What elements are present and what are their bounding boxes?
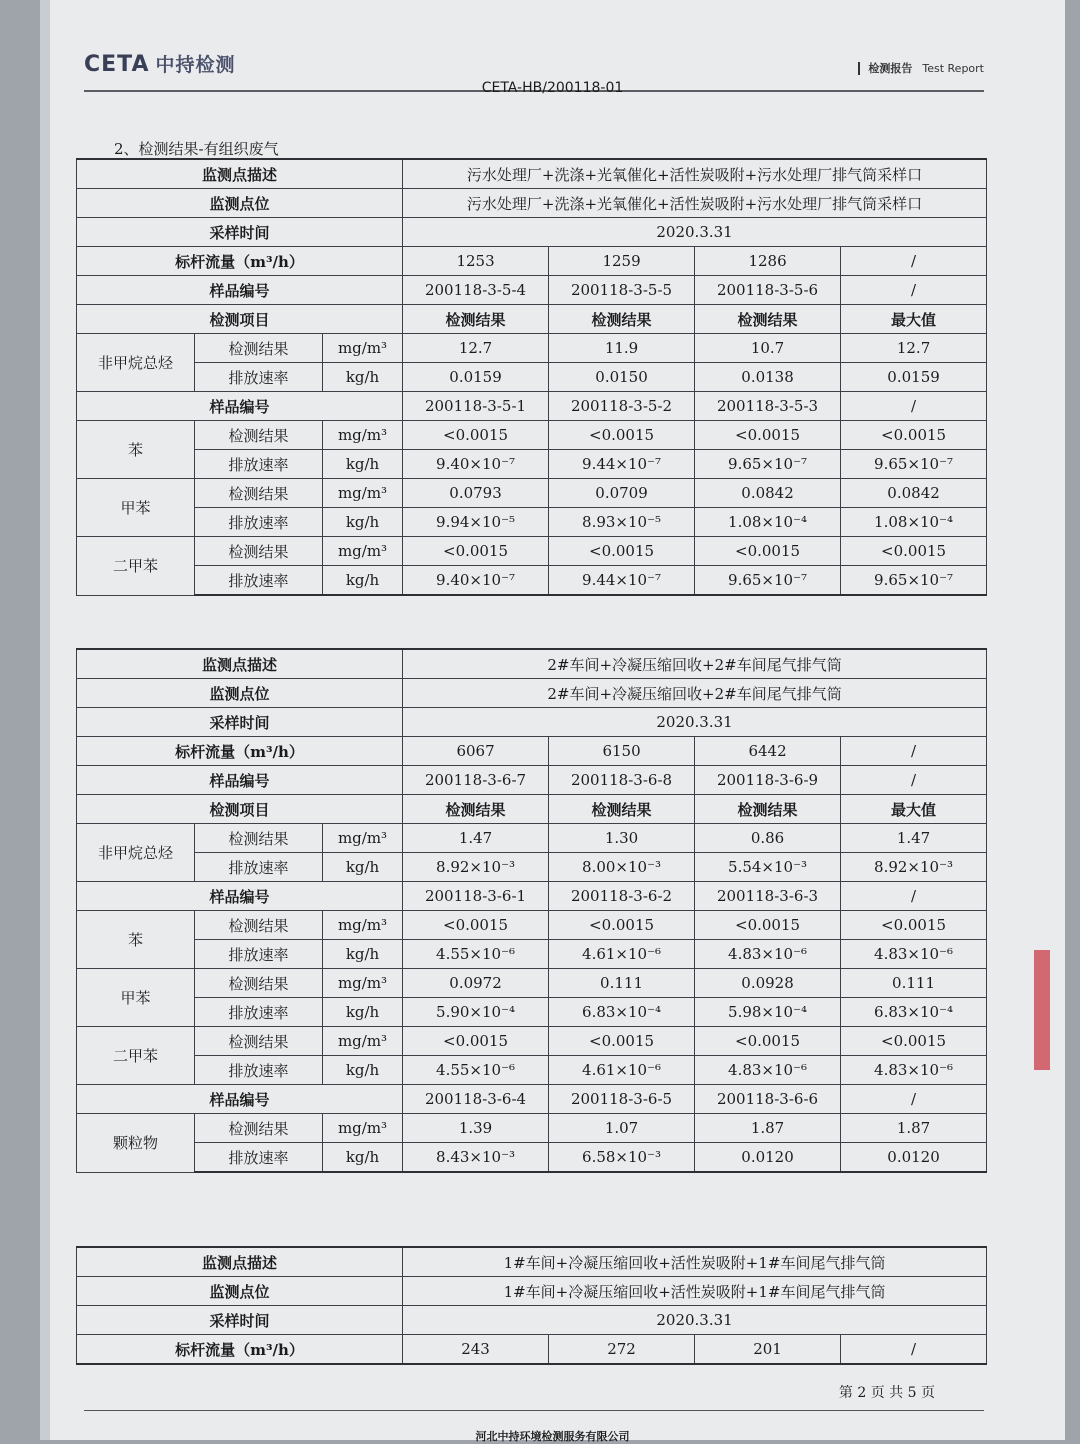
table-cell: 非甲烷总烃 [77, 334, 195, 392]
table-cell: 样品编号 [77, 276, 403, 305]
table-cell: 样品编号 [77, 1085, 403, 1114]
table-row [77, 766, 987, 795]
report-page [40, 0, 1065, 1443]
table-cell: 9.44×10⁻⁷ [549, 566, 695, 596]
table-cell: 200118-3-6-5 [549, 1085, 695, 1114]
table-cell: 1.47 [841, 824, 987, 853]
report-number: CETA-HB/200118-01 [481, 80, 624, 96]
table-cell: 0.0159 [403, 363, 549, 392]
table-cell: mg/m³ [323, 537, 403, 566]
table-row [77, 276, 987, 305]
company-logo: CETA 中持检测 [84, 52, 236, 77]
table-cell: 监测点位 [77, 1277, 403, 1306]
table-cell: kg/h [323, 998, 403, 1027]
table-cell: 排放速率 [195, 1143, 323, 1173]
table-row [77, 508, 987, 537]
table-cell: 200118-3-5-4 [403, 276, 549, 305]
table-cell: 200118-3-6-9 [695, 766, 841, 795]
table-cell: <0.0015 [841, 911, 987, 940]
table-cell: 6.83×10⁻⁴ [841, 998, 987, 1027]
table-row [77, 392, 987, 421]
table-cell: 排放速率 [195, 1056, 323, 1085]
table-row [77, 566, 987, 596]
table-cell: 1.47 [403, 824, 549, 853]
table-cell: 甲苯 [77, 479, 195, 537]
monitor-pos: 2#车间+冷凝压缩回收+2#车间尾气排气筒 [403, 679, 987, 708]
table-cell: kg/h [323, 508, 403, 537]
table-cell: 检测结果 [195, 334, 323, 363]
table-cell: <0.0015 [403, 537, 549, 566]
table-cell: 8.92×10⁻³ [841, 853, 987, 882]
table-row [77, 247, 987, 276]
table-cell: <0.0015 [403, 911, 549, 940]
table-cell: 5.98×10⁻⁴ [695, 998, 841, 1027]
table-row [77, 853, 987, 882]
table-cell: <0.0015 [403, 421, 549, 450]
monitor-desc: 2#车间+冷凝压缩回收+2#车间尾气排气筒 [403, 649, 987, 679]
table-cell: kg/h [323, 363, 403, 392]
table-cell: 标杆流量（m³/h） [77, 247, 403, 276]
table-cell: <0.0015 [841, 421, 987, 450]
table-cell: 0.0138 [695, 363, 841, 392]
table-cell: 监测点描述 [77, 159, 403, 189]
table-cell: 12.7 [403, 334, 549, 363]
results-table-1 [76, 158, 987, 596]
table-row [77, 450, 987, 479]
table-cell: 8.92×10⁻³ [403, 853, 549, 882]
table-cell: 9.65×10⁻⁷ [841, 566, 987, 596]
table-cell: 4.83×10⁻⁶ [841, 1056, 987, 1085]
table-cell: 200118-3-5-1 [403, 392, 549, 421]
page-fold [40, 0, 50, 1440]
table-cell: 0.111 [841, 969, 987, 998]
table-cell: 1.87 [695, 1114, 841, 1143]
table-cell: 8.93×10⁻⁵ [549, 508, 695, 537]
table-cell: 4.61×10⁻⁶ [549, 940, 695, 969]
red-seal-stamp [1034, 950, 1050, 1070]
table-cell: 非甲烷总烃 [77, 824, 195, 882]
table-cell: 0.86 [695, 824, 841, 853]
table-cell: 检测项目 [77, 305, 403, 334]
table-cell: 200118-3-6-1 [403, 882, 549, 911]
section-title: 2、检测结果-有组织废气 [114, 140, 279, 158]
table-cell: 苯 [77, 421, 195, 479]
table-cell: 0.0842 [695, 479, 841, 508]
table-cell: 200118-3-6-3 [695, 882, 841, 911]
table-cell: 11.9 [549, 334, 695, 363]
table-cell: 200118-3-6-4 [403, 1085, 549, 1114]
table-cell: 5.90×10⁻⁴ [403, 998, 549, 1027]
table-cell: 检测结果 [195, 537, 323, 566]
table-cell: kg/h [323, 940, 403, 969]
table-cell: <0.0015 [841, 537, 987, 566]
table-cell: 监测点位 [77, 679, 403, 708]
table-row [77, 882, 987, 911]
table-cell: 标杆流量（m³/h） [77, 1335, 403, 1365]
table-cell: 9.44×10⁻⁷ [549, 450, 695, 479]
table-row [77, 940, 987, 969]
sample-time: 2020.3.31 [403, 1306, 987, 1335]
table-cell: 0.0842 [841, 479, 987, 508]
table-cell: 监测点位 [77, 189, 403, 218]
monitor-pos: 污水处理厂+洗涤+光氧催化+活性炭吸附+污水处理厂排气筒采样口 [403, 189, 987, 218]
company-name: 河北中持环境检测服务有限公司 [475, 1430, 630, 1443]
table-row [77, 1056, 987, 1085]
table-cell: 200118-3-5-2 [549, 392, 695, 421]
table-cell: 最大值 [841, 305, 987, 334]
table-cell: / [841, 766, 987, 795]
table-cell: <0.0015 [549, 537, 695, 566]
table-cell: mg/m³ [323, 479, 403, 508]
table-cell: 检测结果 [195, 1114, 323, 1143]
table-cell: 检测结果 [695, 795, 841, 824]
table-row [77, 479, 987, 508]
table-cell: 1286 [695, 247, 841, 276]
table-cell: 10.7 [695, 334, 841, 363]
table-cell: 6067 [403, 737, 549, 766]
table-row [77, 218, 987, 247]
table-cell: 6.58×10⁻³ [549, 1143, 695, 1173]
table-row [77, 189, 987, 218]
table-cell: 0.0159 [841, 363, 987, 392]
table-cell: 检测结果 [195, 479, 323, 508]
table-cell: 0.0120 [695, 1143, 841, 1173]
table-cell: mg/m³ [323, 334, 403, 363]
table-cell: 9.94×10⁻⁵ [403, 508, 549, 537]
table-cell: 1.08×10⁻⁴ [841, 508, 987, 537]
table-cell: 最大值 [841, 795, 987, 824]
page-number: 第 2 页 共 5 页 [838, 1385, 935, 1401]
table-cell: mg/m³ [323, 1027, 403, 1056]
table-row [77, 1306, 987, 1335]
table-cell: / [841, 247, 987, 276]
table-row [77, 998, 987, 1027]
table-cell: mg/m³ [323, 1114, 403, 1143]
table-cell: / [841, 276, 987, 305]
table-cell: 排放速率 [195, 998, 323, 1027]
table-cell: mg/m³ [323, 911, 403, 940]
table-row [77, 334, 987, 363]
table-cell: 样品编号 [77, 882, 403, 911]
table-cell: 采样时间 [77, 218, 403, 247]
table-cell: 9.40×10⁻⁷ [403, 566, 549, 596]
table-cell: 颗粒物 [77, 1114, 195, 1173]
table-cell: / [841, 882, 987, 911]
table-cell: <0.0015 [549, 1027, 695, 1056]
table-cell: 201 [695, 1335, 841, 1365]
table-cell: 4.61×10⁻⁶ [549, 1056, 695, 1085]
table-cell: 6150 [549, 737, 695, 766]
table-cell: kg/h [323, 1143, 403, 1173]
table-row [77, 824, 987, 853]
table-cell: 0.0150 [549, 363, 695, 392]
table-cell: 检测结果 [549, 305, 695, 334]
table-cell: 样品编号 [77, 392, 403, 421]
table-row [77, 969, 987, 998]
table-cell: / [841, 737, 987, 766]
table-cell: 200118-3-6-8 [549, 766, 695, 795]
table-cell: <0.0015 [403, 1027, 549, 1056]
table-cell: 12.7 [841, 334, 987, 363]
table-cell: 标杆流量（m³/h） [77, 737, 403, 766]
table-cell: <0.0015 [695, 911, 841, 940]
table-cell: 0.0793 [403, 479, 549, 508]
monitor-desc: 1#车间+冷凝压缩回收+活性炭吸附+1#车间尾气排气筒 [403, 1247, 987, 1277]
table-cell: 检测项目 [77, 795, 403, 824]
table-cell: / [841, 1085, 987, 1114]
table-row [77, 305, 987, 334]
table-cell: 8.43×10⁻³ [403, 1143, 549, 1173]
table-cell: kg/h [323, 566, 403, 596]
table-cell: 8.00×10⁻³ [549, 853, 695, 882]
table-cell: <0.0015 [695, 421, 841, 450]
table-cell: 检测结果 [195, 1027, 323, 1056]
table-row [77, 1247, 987, 1277]
table-cell: 6.83×10⁻⁴ [549, 998, 695, 1027]
table-cell: 检测结果 [549, 795, 695, 824]
sample-time: 2020.3.31 [403, 708, 987, 737]
table-cell: 4.55×10⁻⁶ [403, 1056, 549, 1085]
results-table-3 [76, 1246, 987, 1365]
table-cell: 9.65×10⁻⁷ [695, 566, 841, 596]
table-row [77, 1085, 987, 1114]
table-cell: 检测结果 [695, 305, 841, 334]
table-cell: 样品编号 [77, 766, 403, 795]
table-cell: 1259 [549, 247, 695, 276]
table-row [77, 1027, 987, 1056]
results-table-2 [76, 648, 987, 1173]
table-cell: 4.55×10⁻⁶ [403, 940, 549, 969]
table-row [77, 1335, 987, 1365]
table-cell: 200118-3-6-7 [403, 766, 549, 795]
table-cell: 二甲苯 [77, 1027, 195, 1085]
sample-time: 2020.3.31 [403, 218, 987, 247]
table-cell: 272 [549, 1335, 695, 1365]
table-cell: 苯 [77, 911, 195, 969]
table-cell: 0.0928 [695, 969, 841, 998]
table-cell: 243 [403, 1335, 549, 1365]
table-cell: 1.87 [841, 1114, 987, 1143]
table-cell: / [841, 1335, 987, 1365]
table-cell: 4.83×10⁻⁶ [841, 940, 987, 969]
table-row [77, 159, 987, 189]
table-cell: 9.65×10⁻⁷ [841, 450, 987, 479]
table-row [77, 1277, 987, 1306]
monitor-desc: 污水处理厂+洗涤+光氧催化+活性炭吸附+污水处理厂排气筒采样口 [403, 159, 987, 189]
table-cell: 4.83×10⁻⁶ [695, 1056, 841, 1085]
table-cell: 0.111 [549, 969, 695, 998]
table-cell: 排放速率 [195, 450, 323, 479]
table-row [77, 679, 987, 708]
table-cell: 采样时间 [77, 1306, 403, 1335]
table-cell: 6442 [695, 737, 841, 766]
table-cell: <0.0015 [841, 1027, 987, 1056]
table-row [77, 537, 987, 566]
table-cell: 监测点描述 [77, 649, 403, 679]
table-row [77, 363, 987, 392]
table-cell: 200118-3-5-6 [695, 276, 841, 305]
table-cell: mg/m³ [323, 969, 403, 998]
table-cell: 检测结果 [403, 305, 549, 334]
table-cell: mg/m³ [323, 824, 403, 853]
monitor-pos: 1#车间+冷凝压缩回收+活性炭吸附+1#车间尾气排气筒 [403, 1277, 987, 1306]
table-cell: <0.0015 [695, 537, 841, 566]
table-cell: 0.0972 [403, 969, 549, 998]
table-cell: 监测点描述 [77, 1247, 403, 1277]
table-row [77, 911, 987, 940]
table-cell: 检测结果 [403, 795, 549, 824]
table-cell: 排放速率 [195, 853, 323, 882]
table-cell: kg/h [323, 853, 403, 882]
table-cell: <0.0015 [549, 911, 695, 940]
table-row [77, 1114, 987, 1143]
table-cell: 采样时间 [77, 708, 403, 737]
table-cell: kg/h [323, 450, 403, 479]
table-cell: 200118-3-6-2 [549, 882, 695, 911]
table-cell: 排放速率 [195, 566, 323, 596]
table-cell: / [841, 392, 987, 421]
table-cell: <0.0015 [695, 1027, 841, 1056]
table-cell: 1.30 [549, 824, 695, 853]
table-cell: 排放速率 [195, 508, 323, 537]
table-cell: 检测结果 [195, 421, 323, 450]
table-cell: mg/m³ [323, 421, 403, 450]
table-cell: 0.0120 [841, 1143, 987, 1173]
table-cell: 检测结果 [195, 969, 323, 998]
table-cell: 9.65×10⁻⁷ [695, 450, 841, 479]
table-row [77, 708, 987, 737]
table-cell: 200118-3-6-6 [695, 1085, 841, 1114]
table-cell: 排放速率 [195, 363, 323, 392]
table-cell: 1253 [403, 247, 549, 276]
table-row [77, 649, 987, 679]
table-cell: 1.07 [549, 1114, 695, 1143]
report-type: 检测报告 Test Report [858, 60, 984, 76]
table-cell: 9.40×10⁻⁷ [403, 450, 549, 479]
table-cell: 甲苯 [77, 969, 195, 1027]
table-row [77, 421, 987, 450]
table-cell: 4.83×10⁻⁶ [695, 940, 841, 969]
table-row [77, 795, 987, 824]
table-cell: <0.0015 [549, 421, 695, 450]
table-cell: 200118-3-5-3 [695, 392, 841, 421]
table-row [77, 737, 987, 766]
table-cell: 1.39 [403, 1114, 549, 1143]
table-cell: 200118-3-5-5 [549, 276, 695, 305]
table-cell: kg/h [323, 1056, 403, 1085]
table-cell: 二甲苯 [77, 537, 195, 596]
table-cell: 排放速率 [195, 940, 323, 969]
table-row [77, 1143, 987, 1173]
table-cell: 检测结果 [195, 911, 323, 940]
table-cell: 1.08×10⁻⁴ [695, 508, 841, 537]
footer-divider [84, 1410, 984, 1411]
table-cell: 5.54×10⁻³ [695, 853, 841, 882]
table-cell: 0.0709 [549, 479, 695, 508]
table-cell: 检测结果 [195, 824, 323, 853]
